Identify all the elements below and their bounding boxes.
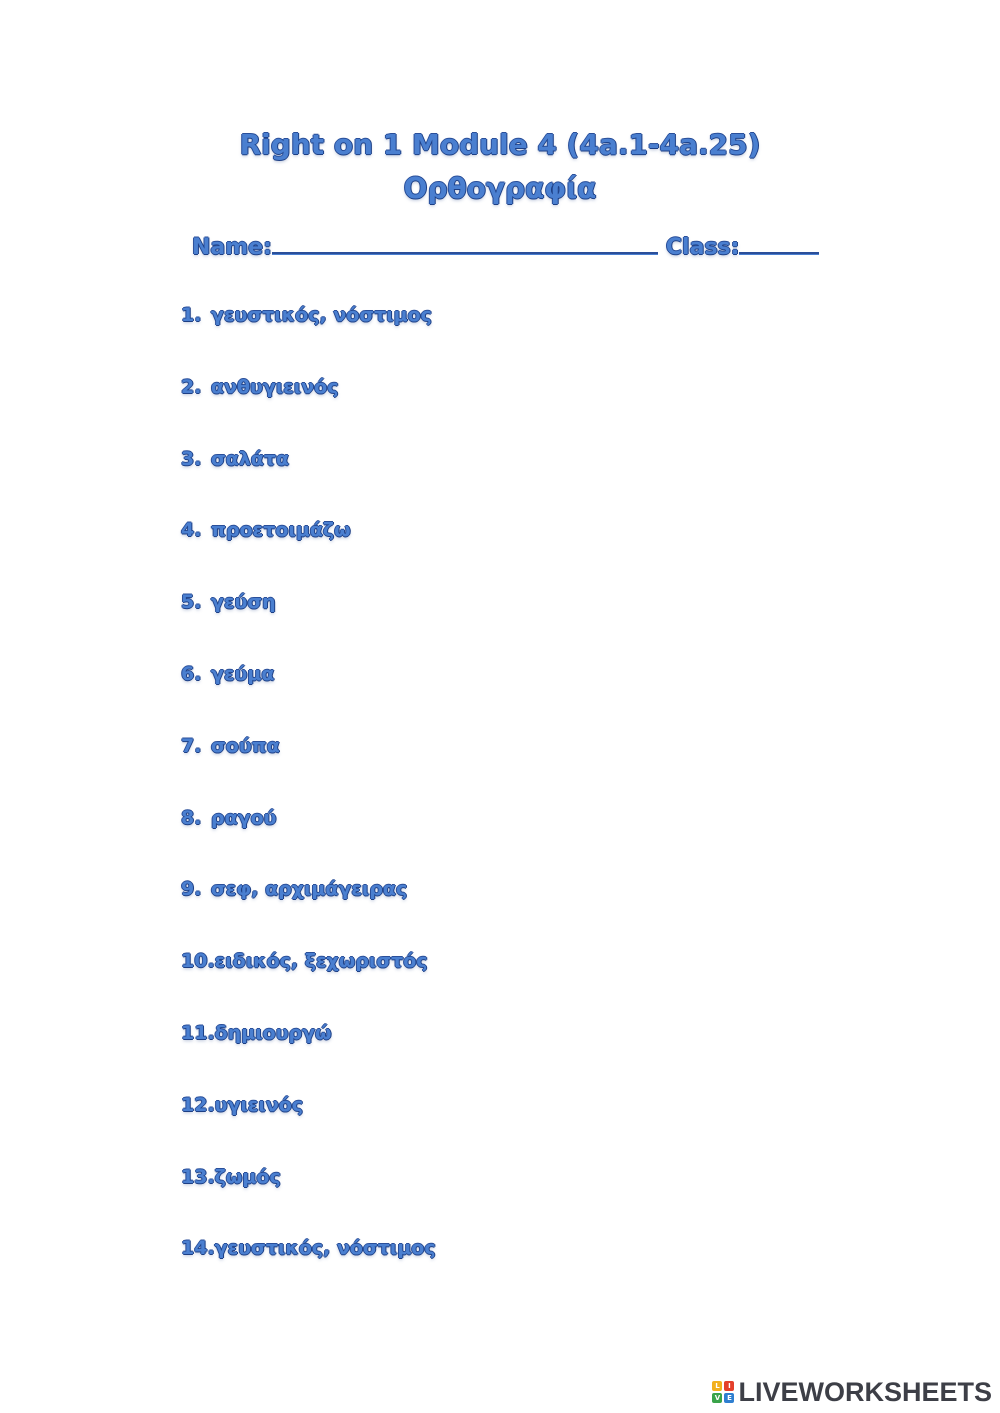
item-number: 2.: [181, 375, 202, 398]
logo-block: L: [712, 1381, 722, 1391]
logo-block: V: [712, 1393, 722, 1403]
item-word: γευστικός, νόστιμος: [214, 1237, 436, 1260]
item-word: σεφ, αρχιμάγειρας: [211, 878, 408, 901]
item-word: δημιουργώ: [214, 1021, 332, 1044]
list-item: [181, 735, 436, 807]
word-list: [181, 304, 436, 1309]
list-item: [181, 663, 436, 735]
list-item: [181, 1094, 436, 1166]
item-word: ειδικός, ξεχωριστός: [214, 950, 428, 973]
liveworksheets-logo-icon: [712, 1381, 734, 1403]
list-item: [181, 878, 436, 950]
logo-block: I: [724, 1381, 734, 1391]
list-item: [181, 1166, 436, 1238]
item-word: ανθυγιεινός: [211, 375, 339, 398]
item-number: 4.: [181, 519, 202, 542]
item-word: σούπα: [211, 734, 280, 757]
name-label: Name:: [192, 235, 272, 260]
list-item: [181, 448, 436, 520]
list-item: [181, 1022, 436, 1094]
class-label: Class:: [665, 235, 740, 260]
item-number: 13.: [181, 1165, 215, 1188]
item-number: 5.: [181, 591, 202, 614]
item-number: 3.: [181, 447, 202, 470]
list-item: [181, 376, 436, 448]
item-number: 8.: [181, 806, 202, 829]
item-number: 6.: [181, 662, 202, 685]
item-word: υγιεινός: [214, 1093, 304, 1116]
item-word: γεύμα: [211, 662, 275, 685]
worksheet-subtitle: Ορθογραφία: [403, 172, 597, 205]
list-item: [181, 519, 436, 591]
item-number: 7.: [181, 734, 202, 757]
list-item: [181, 807, 436, 879]
item-number: 11.: [181, 1021, 215, 1044]
list-item: [181, 950, 436, 1022]
item-word: προετοιμάζω: [211, 519, 351, 542]
logo-block: E: [724, 1393, 734, 1403]
item-word: ζωμός: [214, 1165, 281, 1188]
item-word: γεύση: [211, 591, 276, 614]
item-word: ραγού: [211, 806, 277, 829]
list-item: [181, 304, 436, 376]
liveworksheets-watermark: [712, 1377, 992, 1407]
list-item: [181, 1237, 436, 1309]
item-number: 9.: [181, 878, 202, 901]
item-word: σαλάτα: [211, 447, 290, 470]
item-word: γευστικός, νόστιμος: [211, 304, 432, 326]
name-blank[interactable]: [272, 232, 658, 254]
item-number: 1.: [181, 304, 202, 326]
item-number: 10.: [181, 950, 215, 973]
list-item: [181, 591, 436, 663]
item-number: 12.: [181, 1093, 215, 1116]
name-class-line: [192, 232, 819, 260]
class-blank[interactable]: [739, 232, 819, 254]
watermark-text: LIVEWORKSHEETS: [738, 1376, 992, 1407]
item-number: 14.: [181, 1237, 215, 1260]
worksheet-title: Right on 1 Module 4 (4a.1-4a.25): [239, 128, 761, 161]
